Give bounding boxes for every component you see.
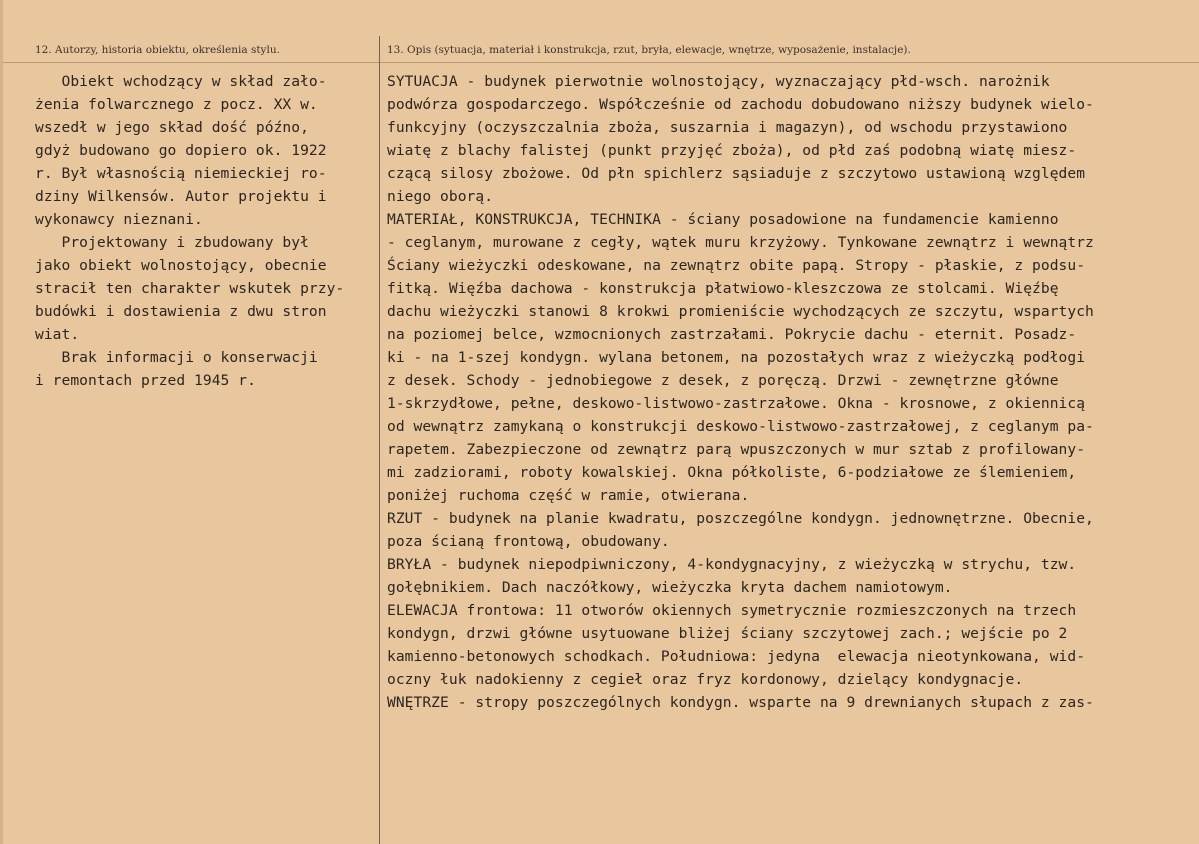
text-line: Brak informacji o konserwacji xyxy=(35,349,318,366)
text-line: czącą silosy zbożowe. Od płn spichlerz sąsiaduje z szczytowo ustawioną względem xyxy=(387,165,1086,182)
text-line: WNĘTRZE - stropy poszczególnych kondygn. wsparte na 9 drewnianych słupach z zas- xyxy=(387,694,1094,711)
header-divider xyxy=(3,62,1199,63)
section-12-header: 12. Autorzy, historia obiektu, określenia stylu. xyxy=(35,44,280,56)
text-line: i remontach przed 1945 r. xyxy=(35,372,256,389)
text-line: - ceglanym, murowane z cegły, wątek muru krzyżowy. Tynkowane zewnątrz i wewnątrz xyxy=(387,234,1094,251)
text-line: wiat. xyxy=(35,326,80,343)
text-line: r. Był własnością niemieckiej ro- xyxy=(35,165,327,182)
text-line: gołębnikiem. Dach naczółkowy, wieżyczka kryta dachem namiotowym. xyxy=(387,579,953,596)
history-text xyxy=(35,70,377,392)
text-line: ki - na 1-szej kondygn. wylana betonem, na pozostałych wraz z wieżyczką podłogi xyxy=(387,349,1086,366)
text-line: z desek. Schody - jednobiegowe z desek, z poręczą. Drzwi - zewnętrzne główne xyxy=(387,372,1059,389)
text-line: Projektowany i zbudowany był xyxy=(35,234,309,251)
text-line: wszedł w jego skład dość późno, xyxy=(35,119,309,136)
section-13-header: 13. Opis (sytuacja, materiał i konstrukcja, rzut, bryła, elewacje, wnętrze, wyposażenie, instalacje). xyxy=(387,44,911,56)
text-line: od wewnątrz zamykaną o konstrukcji deskowo-listwowo-zastrzałowej, z ceglanym pa- xyxy=(387,418,1094,435)
text-line: SYTUACJA - budynek pierwotnie wolnostojący, wyznaczający płd-wsch. narożnik xyxy=(387,73,1050,90)
text-line: wykonawcy nieznani. xyxy=(35,211,203,228)
text-line: stracił ten charakter wskutek przy- xyxy=(35,280,345,297)
text-line: rapetem. Zabezpieczone od zewnątrz parą wpuszczonych w mur sztab z profilowany- xyxy=(387,441,1086,458)
text-line: żenia folwarcznego z pocz. XX w. xyxy=(35,96,318,113)
description-text xyxy=(387,70,1197,714)
text-line: niego oborą. xyxy=(387,188,494,205)
text-line: budówki i dostawienia z dwu stron xyxy=(35,303,327,320)
text-line: fitką. Więźba dachowa - konstrukcja płatwiowo-kleszczowa ze stolcami. Więźbę xyxy=(387,280,1059,297)
text-line: ELEWACJA frontowa: 11 otworów okiennych symetrycznie rozmieszczonych na trzech xyxy=(387,602,1077,619)
text-line: Ściany wieżyczki odeskowane, na zewnątrz obite papą. Stropy - płaskie, z podsu- xyxy=(387,257,1086,274)
text-line: poza ścianą frontową, obudowany. xyxy=(387,533,670,550)
text-line: oczny łuk nadokienny z cegieł oraz fryz kordonowy, dzielący kondygnacje. xyxy=(387,671,1024,688)
text-line: 1-skrzydłowe, pełne, deskowo-listwowo-zastrzałowe. Okna - krosnowe, z okiennicą xyxy=(387,395,1086,412)
text-line: funkcyjny (oczyszczalnia zboża, suszarnia i magazyn), od wschodu przystawiono xyxy=(387,119,1068,136)
text-line: podwórza gospodarczego. Współcześnie od zachodu dobudowano niższy budynek wielo- xyxy=(387,96,1094,113)
text-line: na poziomej belce, wzmocnionych zastrzałami. Pokrycie dachu - eternit. Posadz- xyxy=(387,326,1077,343)
column-divider xyxy=(379,36,380,844)
text-line: jako obiekt wolnostojący, obecnie xyxy=(35,257,327,274)
text-line: RZUT - budynek na planie kwadratu, poszczególne kondygn. jednownętrzne. Obecnie, xyxy=(387,510,1094,527)
text-line: dachu wieżyczki stanowi 8 krokwi promieniście wychodzących ze szczytu, wspartych xyxy=(387,303,1094,320)
text-line: poniżej ruchoma część w ramie, otwierana. xyxy=(387,487,750,504)
text-line: mi zadziorami, roboty kowalskiej. Okna półkoliste, 6-podziałowe ze ślemieniem, xyxy=(387,464,1077,481)
text-line: Obiekt wchodzący w skład zało- xyxy=(35,73,327,90)
text-line: kamienno-betonowych schodkach. Południowa: jedyna elewacja nieotynkowana, wid- xyxy=(387,648,1086,665)
text-line: kondygn, drzwi główne usytuowane bliżej ściany szczytowej zach.; wejście po 2 xyxy=(387,625,1068,642)
text-line: gdyż budowano go dopiero ok. 1922 xyxy=(35,142,327,159)
text-line: wiatę z blachy falistej (punkt przyjęć zboża), od płd zaś podobną wiatę miesz- xyxy=(387,142,1077,159)
text-line: BRYŁA - budynek niepodpiwniczony, 4-kondygnacyjny, z wieżyczką w strychu, tzw. xyxy=(387,556,1077,573)
text-line: MATERIAŁ, KONSTRUKCJA, TECHNIKA - ściany posadowione na fundamencie kamienno xyxy=(387,211,1059,228)
text-line: dziny Wilkensów. Autor projektu i xyxy=(35,188,327,205)
